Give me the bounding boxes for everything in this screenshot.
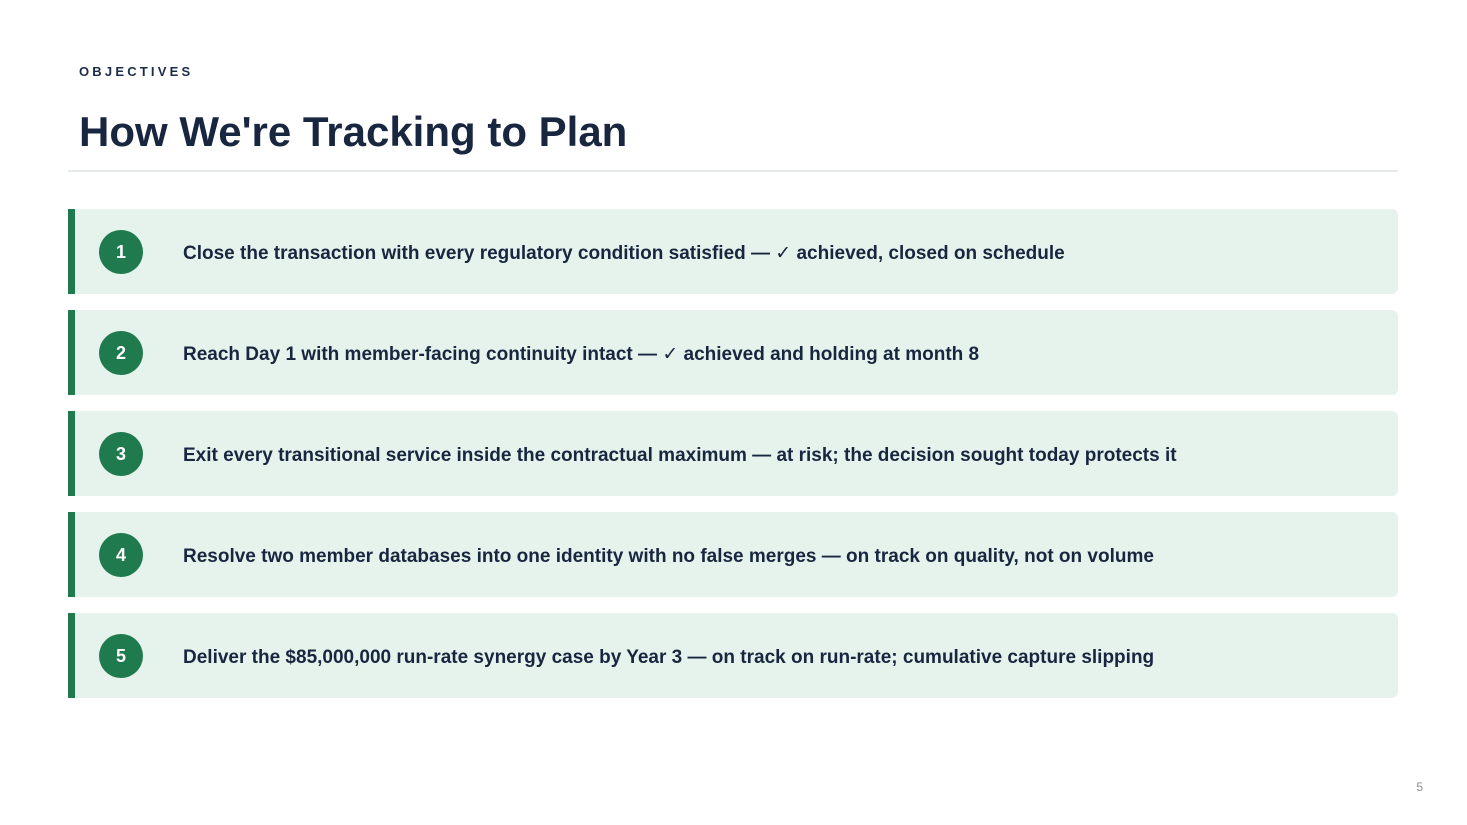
- accent-bar: [68, 512, 75, 597]
- objective-row: [68, 512, 1398, 597]
- page-title: How We're Tracking to Plan: [79, 108, 628, 155]
- objective-number-badge: 5: [99, 634, 143, 678]
- objective-row: [68, 310, 1398, 395]
- objective-text: Deliver the $85,000,000 run-rate synergy case by Year 3 — on track on run-rate; cumulative capture slipping: [183, 647, 1155, 668]
- objective-text: Resolve two member databases into one identity with no false merges — on track on quality, not on volume: [183, 546, 1154, 567]
- objective-number-badge: 2: [99, 331, 143, 375]
- section-eyebrow: OBJECTIVES: [79, 64, 194, 79]
- accent-bar: [68, 613, 75, 698]
- objective-text: Reach Day 1 with member-facing continuity intact — ✓ achieved and holding at month 8: [183, 344, 980, 365]
- page-number: 5: [1416, 780, 1423, 794]
- accent-bar: [68, 310, 75, 395]
- objective-row: [68, 209, 1398, 294]
- objective-number-badge: 1: [99, 230, 143, 274]
- objective-text: Close the transaction with every regulatory condition satisfied — ✓ achieved, closed on schedule: [183, 243, 1065, 264]
- title-divider: [68, 170, 1398, 172]
- objective-number-badge: 3: [99, 432, 143, 476]
- accent-bar: [68, 411, 75, 496]
- objectives-list: [68, 209, 1398, 714]
- objective-text: Exit every transitional service inside the contractual maximum — at risk; the decision sought today protects it: [183, 445, 1177, 466]
- objective-number-badge: 4: [99, 533, 143, 577]
- objective-row: [68, 411, 1398, 496]
- accent-bar: [68, 209, 75, 294]
- objective-row: [68, 613, 1398, 698]
